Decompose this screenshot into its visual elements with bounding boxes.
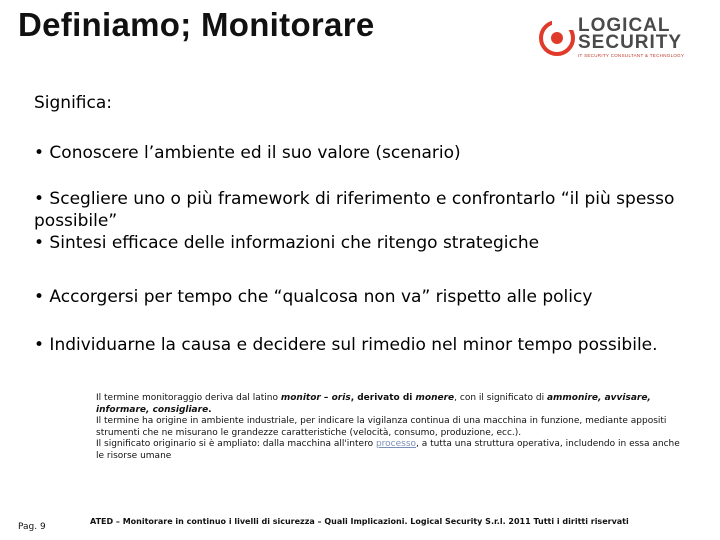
page-title: Definiamo; Monitorare xyxy=(18,6,375,43)
logo-mark-icon xyxy=(538,19,576,57)
note-sentence-3: Il significato originario si è ampliato: dalla macchina all'intero processo, a tutta una struttura operativa, includendo in essa anche le risorse umane xyxy=(96,439,680,461)
logo-tagline: IT SECURITY CONSULTANT & TECHNOLOGY xyxy=(578,53,685,58)
intro-text: Significa: xyxy=(34,93,113,113)
bullet-2b: • Sintesi efficace delle informazioni che ritengo strategiche xyxy=(34,233,540,253)
bullet-4: • Individuarne la causa e decidere sul rimedio nel minor tempo possibile. xyxy=(34,335,658,355)
footer-text: ATED – Monitorare in continuo i livelli di sicurezza – Quali Implicazioni. Logical Security S.r.l. 2011 Tutti i diritti riservati xyxy=(90,517,629,526)
definition-note xyxy=(96,393,686,462)
logo xyxy=(538,14,703,62)
page-number: Pag. 9 xyxy=(18,522,46,532)
logo-line-1: LOGICAL xyxy=(578,15,671,36)
logo-line-2: SECURITY xyxy=(578,32,683,53)
bullet-3: • Accorgersi per tempo che “qualcosa non va” rispetto alle policy xyxy=(34,287,593,307)
bullet-1: • Conoscere l’ambiente ed il suo valore (scenario) xyxy=(34,143,461,163)
bullet-group-2 xyxy=(34,188,694,254)
processo-link[interactable]: processo xyxy=(375,439,417,449)
note-sentence-2: Il termine ha origine in ambiente industriale, per indicare la vigilanza continua di una macchina in funzione, mediante appositi strumenti che ne misurano le grandezze caratteristiche (velocità, consumo, produzione, ecc.). xyxy=(96,416,667,438)
note-sentence-1: Il termine monitoraggio deriva dal latino monitor – oris, derivato di monere, con il significato di ammonire, avvisare, informare, consigliare. xyxy=(96,393,651,415)
bullet-2a: • Scegliere uno o più framework di riferimento e confrontarlo “il più spesso possibile” xyxy=(34,189,675,231)
